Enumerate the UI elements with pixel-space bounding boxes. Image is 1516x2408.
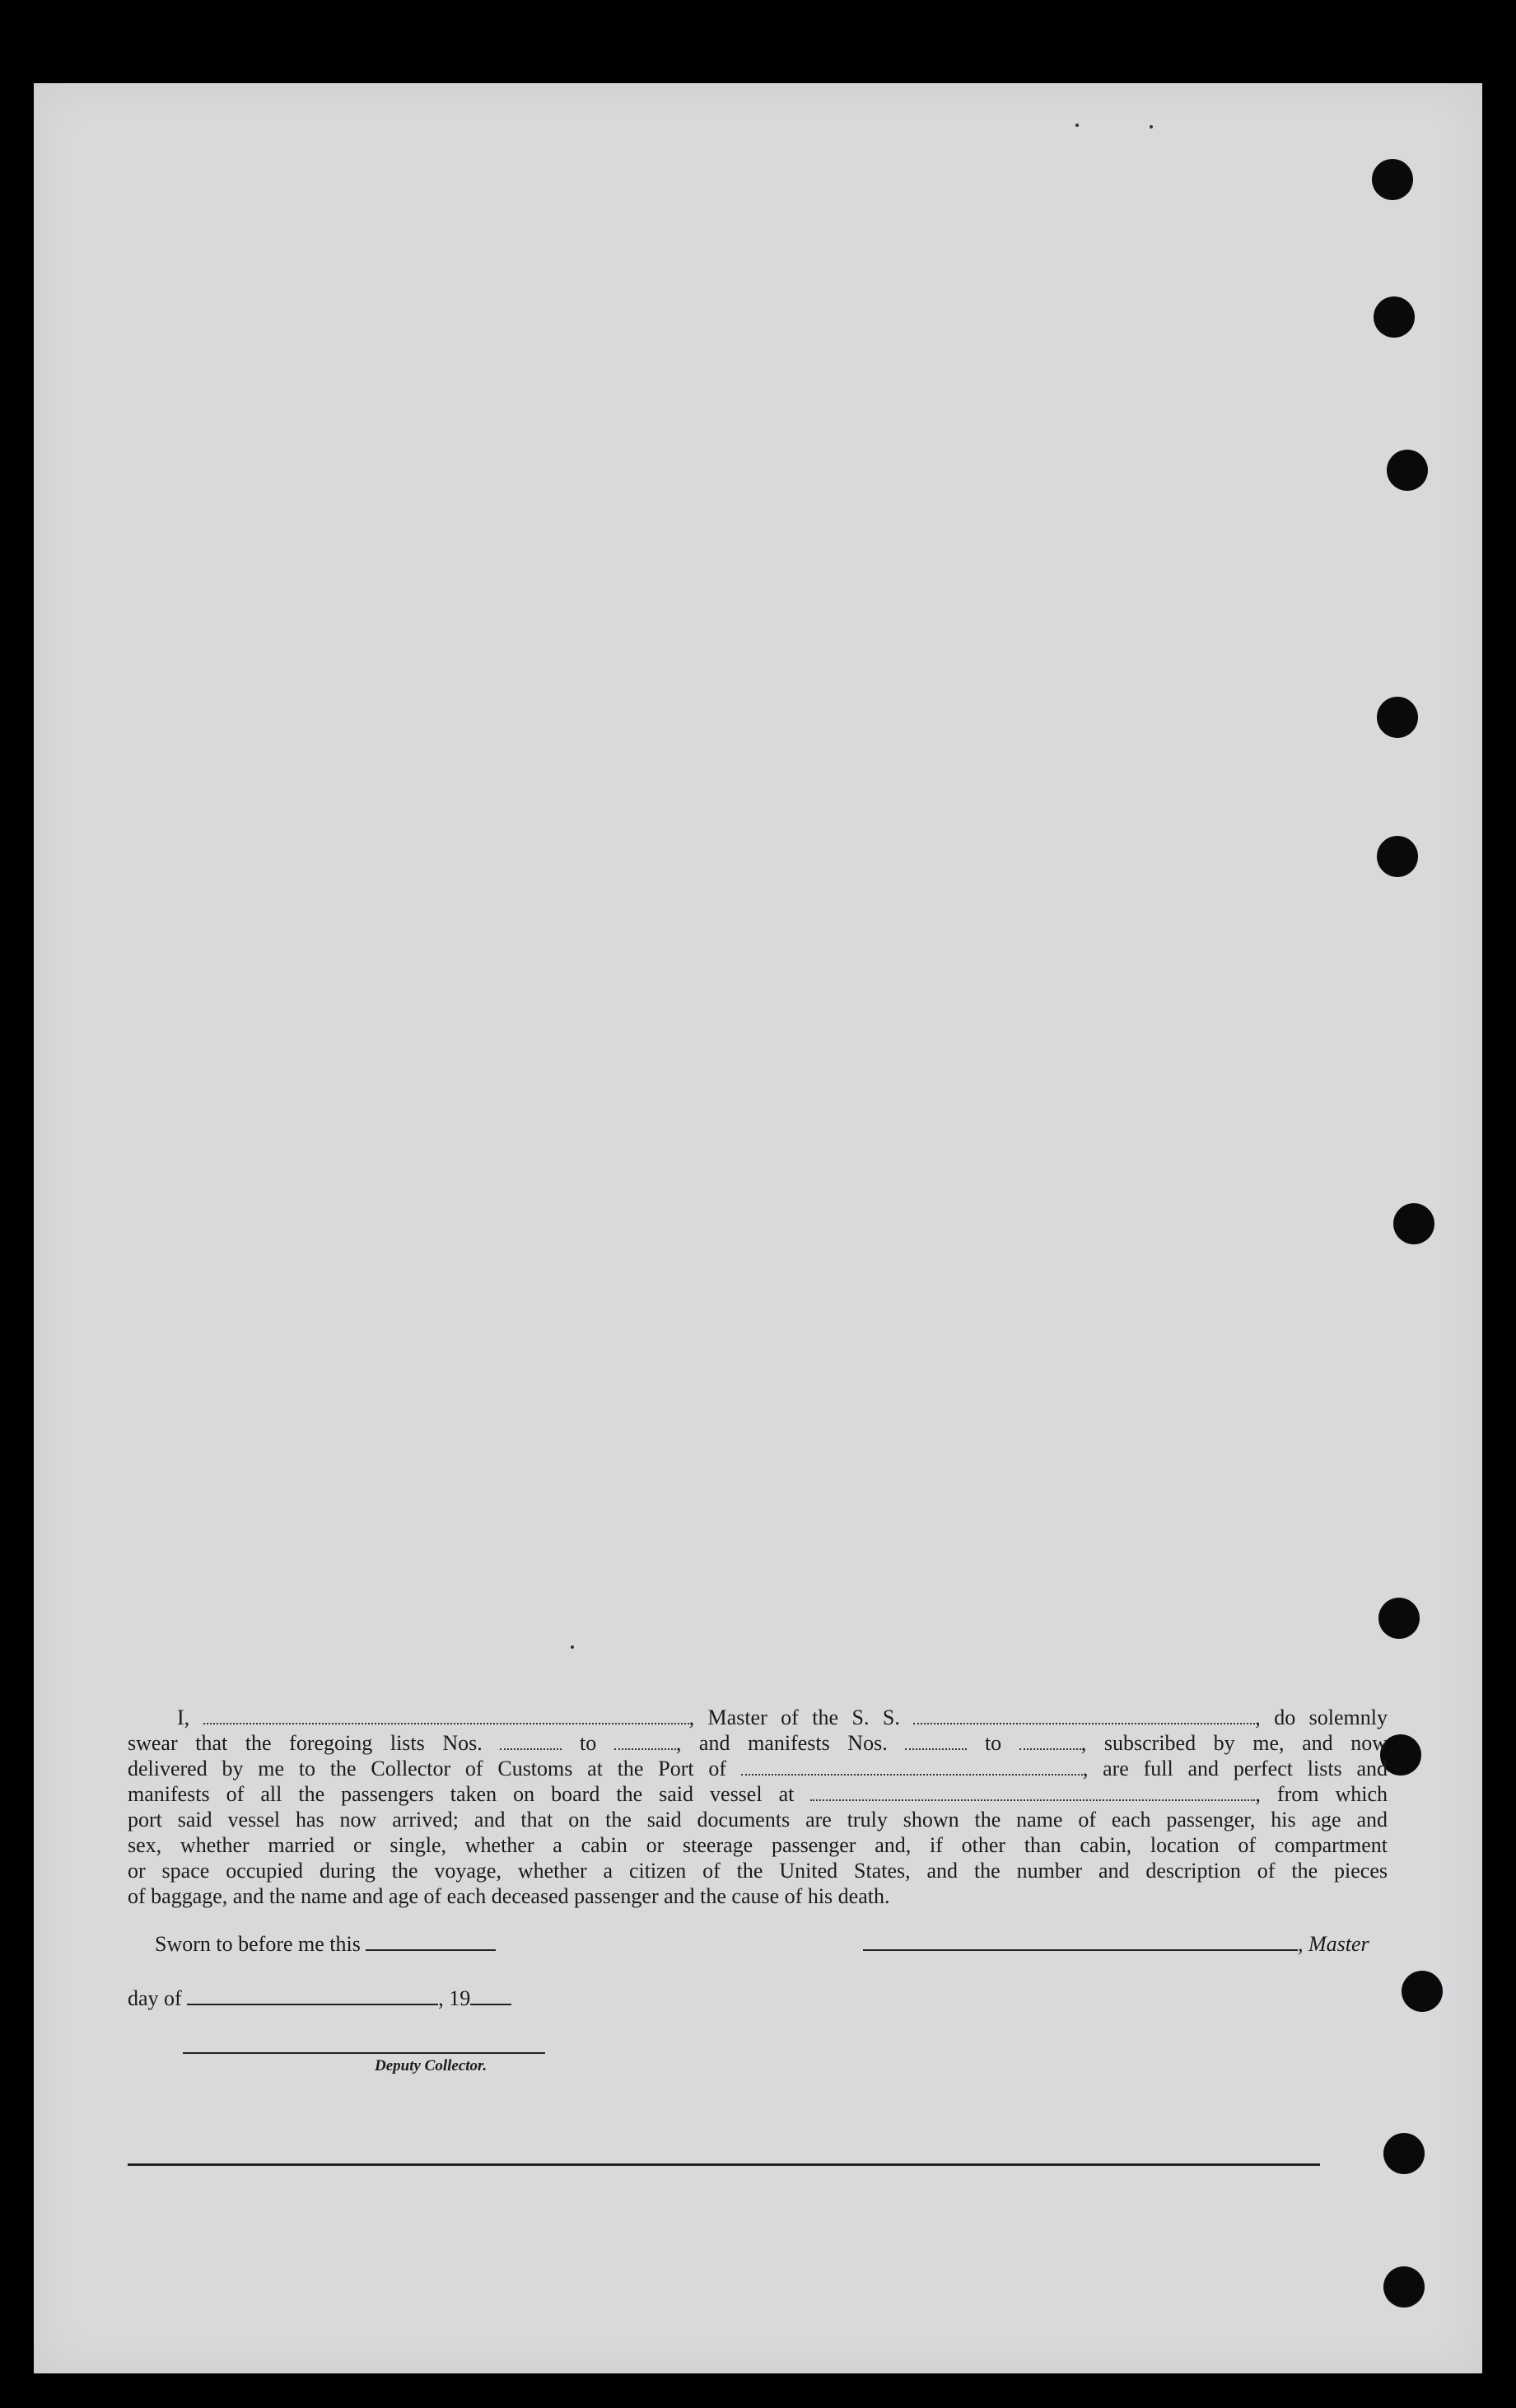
port-blank [741, 1757, 1083, 1776]
oath-line-4 [128, 1781, 1388, 1807]
manifests-to-blank [1019, 1732, 1081, 1750]
year-blank [470, 1987, 511, 2005]
deputy-collector-label: Deputy Collector. [375, 2057, 487, 2074]
delivered-label: delivered by me to the Collector of Customs at the Port of [128, 1757, 727, 1780]
day-of-label: day of [128, 1986, 182, 2010]
oath-line-1 [128, 1705, 1388, 1730]
speck [1075, 124, 1079, 127]
year-label: , 19 [438, 1986, 471, 2010]
sworn-label: Sworn to before me this [155, 1932, 361, 1956]
oath-line-5: port said vessel has now arrived; and that on the said documents are truly shown the name of each passenger, his age and [128, 1808, 1388, 1832]
bottom-rule [128, 2163, 1320, 2166]
oath-line-7: or space occupied during the voyage, whether a citizen of the United States, and the number and description of the pieces [128, 1859, 1388, 1883]
punch-hole [1372, 159, 1413, 200]
month-blank [187, 1987, 438, 2005]
to-label-1: to [579, 1731, 597, 1755]
oath-line-8: of baggage, and the name and age of each deceased passenger and the cause of his death. [128, 1884, 890, 1908]
document-page [34, 83, 1482, 2373]
punch-hole [1378, 1598, 1420, 1639]
vessel-name-blank [913, 1706, 1255, 1724]
master-signature-blank [863, 1933, 1298, 1951]
punch-hole [1402, 1971, 1443, 2012]
solemnly-label: , do solemnly [1255, 1706, 1388, 1729]
to-label-2: to [984, 1731, 1002, 1755]
and-manifests-label: , and manifests Nos. [675, 1731, 888, 1755]
sworn-date-blank [366, 1933, 496, 1951]
master-signature-row [863, 1932, 1369, 1957]
sworn-row [155, 1932, 496, 1957]
lists-from-blank [500, 1732, 562, 1750]
oath-line-6: sex, whether married or single, whether a cabin or steerage passenger and, if other than cabin, location of compartment [128, 1833, 1388, 1857]
lists-to-blank [614, 1732, 676, 1750]
master-signature-label: , Master [1298, 1932, 1369, 1956]
master-name-blank [203, 1706, 689, 1724]
subscribed-label: , subscribed by me, and now [1080, 1731, 1388, 1755]
punch-hole [1393, 1203, 1434, 1244]
speck [1150, 125, 1153, 128]
oath-line-2 [128, 1730, 1388, 1756]
from-which-label: , from which [1255, 1782, 1388, 1806]
manifests-from-blank [905, 1732, 967, 1750]
punch-hole [1377, 697, 1418, 738]
punch-hole [1383, 2133, 1425, 2174]
punch-hole [1387, 450, 1428, 491]
manifests-all-label: manifests of all the passengers taken on board the said vessel at [128, 1782, 795, 1806]
punch-hole [1383, 2266, 1425, 2308]
full-perfect-label: , are full and perfect lists and [1082, 1757, 1388, 1780]
boarding-port-blank [810, 1783, 1255, 1801]
speck [571, 1645, 574, 1649]
oath-paragraph [128, 1705, 1388, 1909]
deputy-signature-line [183, 2052, 545, 2054]
oath-line-3 [128, 1756, 1388, 1781]
day-of-row [128, 1986, 511, 2011]
punch-hole [1377, 836, 1418, 877]
master-of-label: , Master of the S. S. [688, 1706, 900, 1729]
swear-label: swear that the foregoing lists Nos. [128, 1731, 483, 1755]
oath-intro: I, [177, 1706, 190, 1729]
punch-hole [1374, 296, 1415, 338]
